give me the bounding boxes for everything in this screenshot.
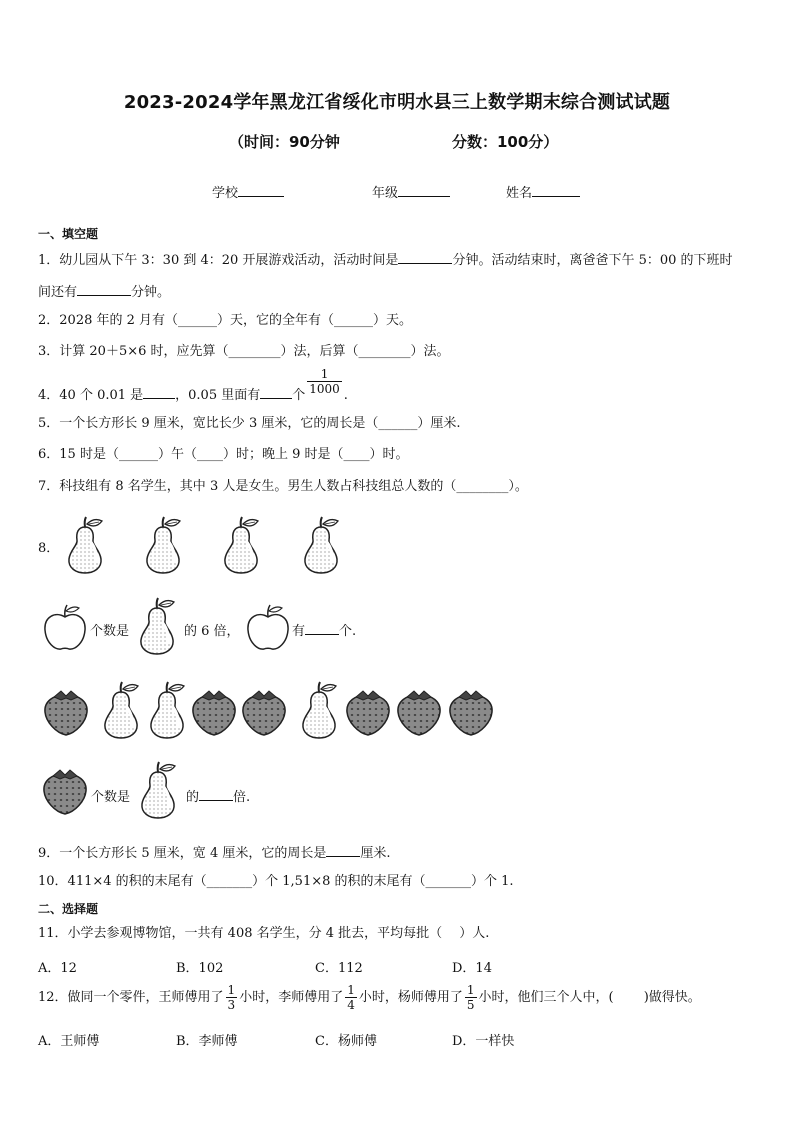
name-field[interactable] <box>506 182 580 201</box>
q12-fraction-1-denominator: 3 <box>227 998 236 1012</box>
strawberry-icon <box>343 687 393 739</box>
pear-icon <box>132 594 182 658</box>
q12-fraction-3 <box>465 983 477 1012</box>
q8-line2-text-a: 个数是 <box>91 790 131 805</box>
q12-option-a[interactable]: A．王师傅 <box>38 1034 100 1049</box>
q12-option-c[interactable]: C．杨师傅 <box>315 1034 377 1049</box>
q11-option-c[interactable]: C．112 <box>315 961 363 976</box>
q12-fraction-2-denominator: 4 <box>347 998 355 1012</box>
strawberry-icon <box>394 687 444 739</box>
q1-blank-1[interactable] <box>398 250 452 264</box>
school-label: 学校 <box>212 186 239 201</box>
q11-option-a[interactable]: A．12 <box>38 961 77 976</box>
q12-fraction-3-numerator: 1 <box>466 983 475 997</box>
q12-fraction-1 <box>226 983 238 1012</box>
q12-text-c: 小时，杨师傅用了 <box>358 990 463 1005</box>
apple-icon <box>40 603 90 653</box>
question-6: 6．15 时是（______）午（____）时；晚上 9 时是（____）时。 <box>38 447 409 462</box>
exam-time: （时间：90分钟 <box>229 133 340 151</box>
q8-line1-text-b: 的 6 倍， <box>184 624 240 639</box>
exam-score: 分数：100分） <box>452 133 559 151</box>
question-12 <box>38 983 701 1012</box>
strawberry-icon <box>446 687 496 739</box>
question-2: 2．2028 年的 2 月有（______）天，它的全年有（______）天。 <box>38 313 413 328</box>
section-fill-in-title: 一、填空题 <box>38 227 99 241</box>
q4-blank-2[interactable] <box>260 385 292 399</box>
q4-text-a: 4．40 个 0.01 是 <box>38 388 144 403</box>
q8-line1-ge: 个. <box>339 624 357 639</box>
q1-text-b: 分钟。活动结束时，离爸爸下午 5：00 的下班时 <box>452 253 733 268</box>
question-1-line-1 <box>38 250 733 269</box>
q11-option-b[interactable]: B．102 <box>176 961 224 976</box>
question-11: 11．小学去参观博物馆，一共有 408 名学生，分 4 批去，平均每批（ ）人. <box>38 926 490 941</box>
q12-fraction-3-denominator: 5 <box>466 998 475 1012</box>
q12-text-b: 小时，李师傅用了 <box>239 990 344 1005</box>
q12-option-d[interactable]: D．一样快 <box>452 1034 515 1049</box>
q4-fraction-numerator: 1 <box>307 367 342 382</box>
question-8-label: 8． <box>38 541 60 556</box>
pear-icon <box>138 512 188 578</box>
question-3: 3．计算 20＋5×6 时，应先算（________）法，后算（________）法。 <box>38 344 450 359</box>
section-choice-title: 二、选择题 <box>38 902 99 916</box>
pear-icon <box>60 512 110 578</box>
q4-text-b: ，0.05 里面有 <box>175 388 261 403</box>
question-5: 5．一个长方形长 9 厘米，宽比长少 3 厘米，它的周长是（______）厘米. <box>38 416 461 431</box>
pear-icon <box>96 679 146 741</box>
q8-line1-text-a: 个数是 <box>90 624 130 639</box>
grade-label: 年级 <box>372 186 399 201</box>
q12-text-a: 12．做同一个零件，王师傅用了 <box>38 990 224 1005</box>
strawberry-icon <box>189 687 239 739</box>
strawberry-icon <box>239 687 289 739</box>
name-label: 姓名 <box>506 186 533 201</box>
q9-blank[interactable] <box>326 843 360 857</box>
q12-fraction-1-numerator: 1 <box>227 983 236 997</box>
q8-blank-2[interactable] <box>199 787 233 801</box>
pear-icon <box>296 512 346 578</box>
q4-text-d: . <box>343 388 348 403</box>
pear-icon <box>294 679 344 741</box>
q12-text-d: 小时，他们三个人中，( )做得快。 <box>478 990 701 1005</box>
q8-line1-text-c <box>292 620 356 639</box>
pear-icon <box>216 512 266 578</box>
q1-text-a: 1．幼儿园从下午 3：30 到 4：20 开展游戏活动，活动时间是 <box>38 253 399 268</box>
pear-icon <box>142 679 192 741</box>
page-title: 2023-2024学年黑龙江省绥化市明水县三上数学期末综合测试试题 <box>123 92 671 113</box>
strawberry-icon <box>41 687 91 739</box>
q4-text-c: 个 <box>292 388 306 403</box>
apple-icon <box>243 603 293 653</box>
grade-field[interactable] <box>372 182 450 201</box>
q12-fraction-2-numerator: 1 <box>347 983 355 997</box>
q1-text-d: 分钟。 <box>131 285 171 300</box>
q11-option-d[interactable]: D．14 <box>452 961 492 976</box>
q8-blank-1[interactable] <box>305 621 339 635</box>
question-7: 7．科技组有 8 名学生，其中 3 人是女生。男生人数占科技组总人数的（________）。 <box>38 479 528 494</box>
question-9 <box>38 843 390 862</box>
q8-line2-text-b <box>186 786 250 805</box>
pear-icon <box>133 758 183 822</box>
question-10: 10．411×4 的积的末尾有（_______）个 1,51×8 的积的末尾有（_______）个 1. <box>38 874 514 889</box>
question-1-line-2 <box>38 282 170 301</box>
q9-text-b: 厘米. <box>360 846 391 861</box>
q4-fraction-denominator: 1000 <box>309 382 340 396</box>
q1-text-c: 间还有 <box>38 285 78 300</box>
q8-line1-you: 有 <box>292 624 306 639</box>
q12-option-b[interactable]: B．李师傅 <box>176 1034 238 1049</box>
school-field[interactable] <box>212 182 284 201</box>
q8-line2-de: 的 <box>186 790 200 805</box>
question-4 <box>38 367 348 403</box>
q1-blank-2[interactable] <box>77 282 131 296</box>
q12-fraction-2 <box>345 983 357 1012</box>
q4-blank-1[interactable] <box>143 385 175 399</box>
q4-fraction <box>307 367 342 396</box>
q9-text-a: 9．一个长方形长 5 厘米，宽 4 厘米，它的周长是 <box>38 846 327 861</box>
q8-line2-bei: 倍. <box>233 790 251 805</box>
strawberry-icon <box>40 766 90 818</box>
